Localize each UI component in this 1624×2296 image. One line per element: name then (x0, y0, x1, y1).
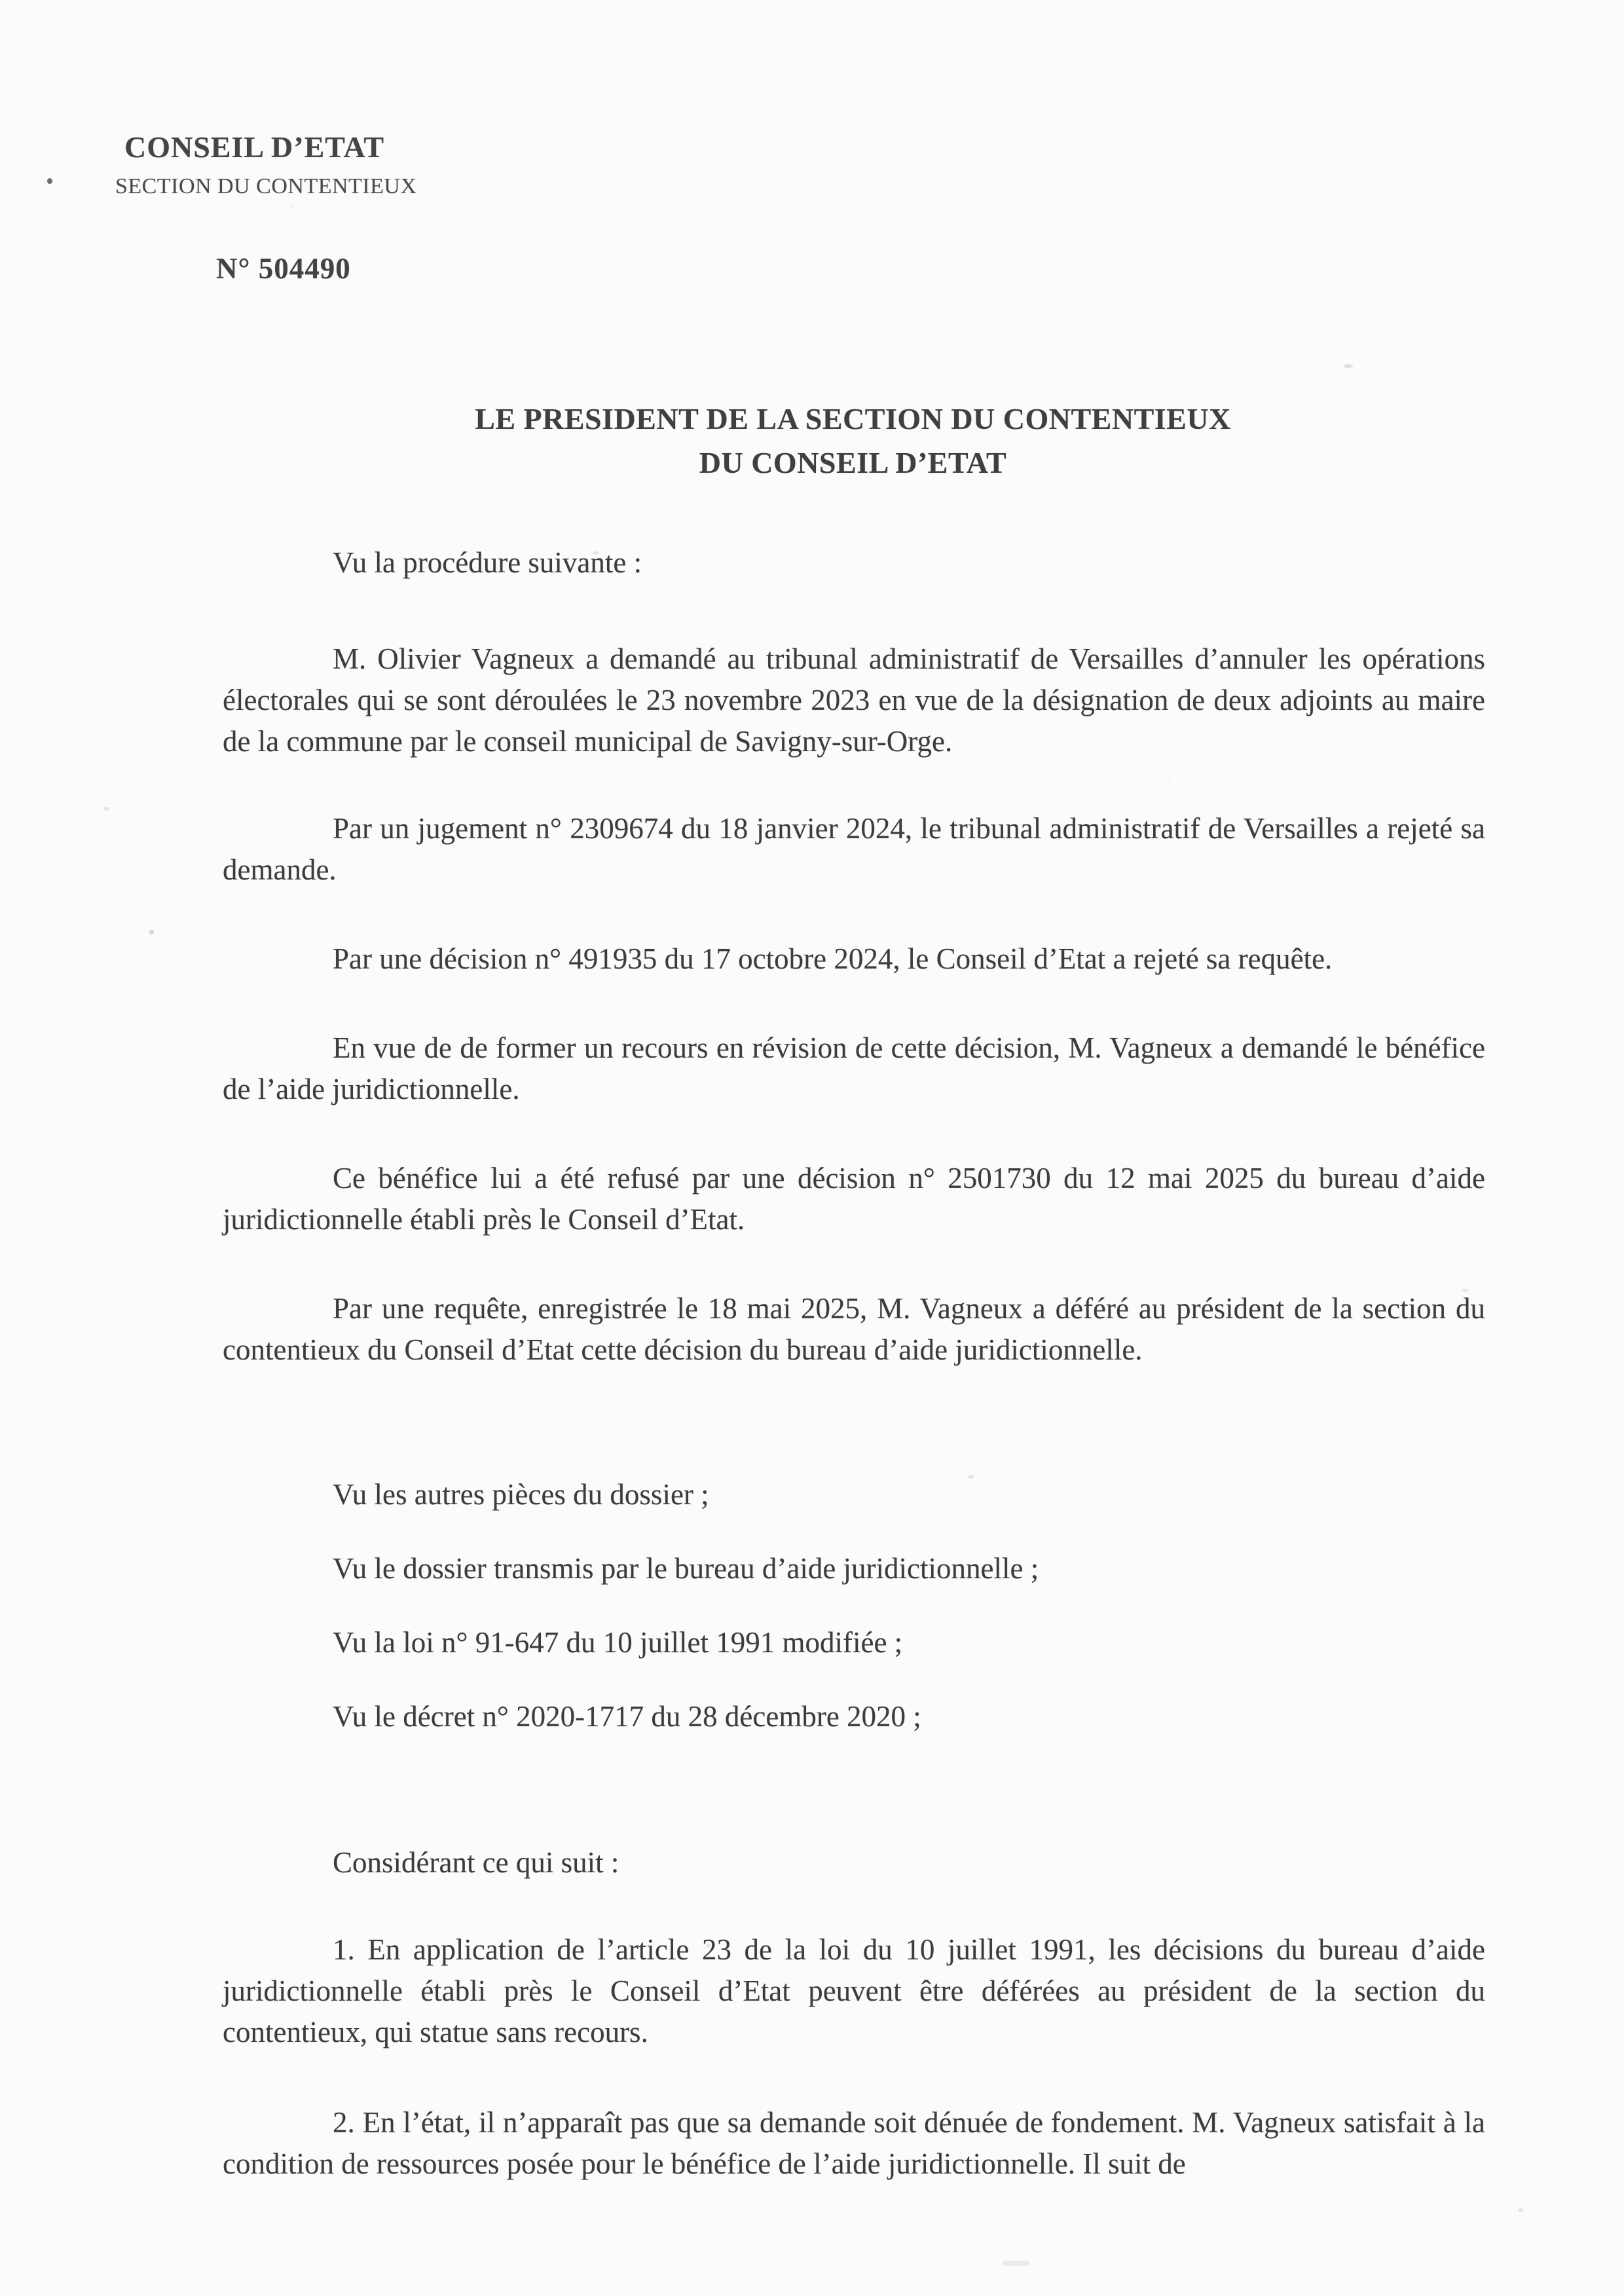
scan-speck (149, 930, 154, 935)
visa-line: Vu la loi n° 91-647 du 10 juillet 1991 modifiée ; (333, 1626, 903, 1659)
paragraph: Par une requête, enregistrée le 18 mai 2025, M. Vagneux a déféré au président de la section du contentieux du Conseil d’Etat cette décision du bureau d’aide juridictionnelle. (223, 1292, 1485, 1366)
paragraph: Par une décision n° 491935 du 17 octobre 2024, le Conseil d’Etat a rejeté sa requête. (333, 942, 1333, 975)
visa-line: Vu le décret n° 2020-1717 du 28 décembre 2020 ; (333, 1700, 921, 1733)
document-title-line1: LE PRESIDENT DE LA SECTION DU CONTENTIEUX (475, 402, 1231, 435)
scan-speck (103, 807, 109, 811)
considerant-heading: Considérant ce qui suit : (333, 1846, 619, 1879)
paragraph: En vue de de former un recours en révision de cette décision, M. Vagneux a demandé le bénéfice de l’aide juridictionnelle. (223, 1031, 1485, 1105)
paragraph: M. Olivier Vagneux a demandé au tribunal administratif de Versailles d’annuler les opérations électorales qui se sont déroulées le 23 novembre 2023 en vue de la désignation de deux adjoints au maire de la commune par le conseil municipal de Savigny-sur-Orge. (223, 642, 1485, 758)
scan-speck (47, 178, 52, 184)
scan-speck (1002, 2261, 1029, 2266)
paragraph: Par un jugement n° 2309674 du 18 janvier 2024, le tribunal administratif de Versailles a rejeté sa demande. (223, 812, 1485, 886)
intro-line: Vu la procédure suivante : (333, 546, 642, 579)
visa-line: Vu les autres pièces du dossier ; (333, 1478, 709, 1511)
paragraph: Ce bénéfice lui a été refusé par une décision n° 2501730 du 12 mai 2025 du bureau d’aide juridictionnelle établi près le Conseil d’Etat. (223, 1162, 1485, 1236)
document-title (223, 397, 1483, 485)
document-body (223, 542, 1485, 2185)
section-name: SECTION DU CONTENTIEUX (115, 174, 417, 198)
scan-speck (1344, 364, 1353, 368)
point-paragraph: 2. En l’état, il n’apparaît pas que sa demande soit dénuée de fondement. M. Vagneux satisfait à la condition de ressources posée pour le bénéfice de l’aide juridictionnelle. Il suit de (223, 2106, 1485, 2180)
org-name: CONSEIL D’ETAT (124, 130, 385, 164)
visa-line: Vu le dossier transmis par le bureau d’aide juridictionnelle ; (333, 1552, 1039, 1585)
point-paragraph: 1. En application de l’article 23 de la loi du 10 juillet 1991, les décisions du bureau d’aide juridictionnelle établi près le Conseil d’Etat peuvent être déférées au président de la section du contentieux, qui statue sans recours. (223, 1933, 1485, 2048)
scan-speck (1518, 2208, 1524, 2212)
document-title-line2: DU CONSEIL D’ETAT (699, 446, 1007, 479)
case-number: N° 504490 (216, 252, 351, 285)
